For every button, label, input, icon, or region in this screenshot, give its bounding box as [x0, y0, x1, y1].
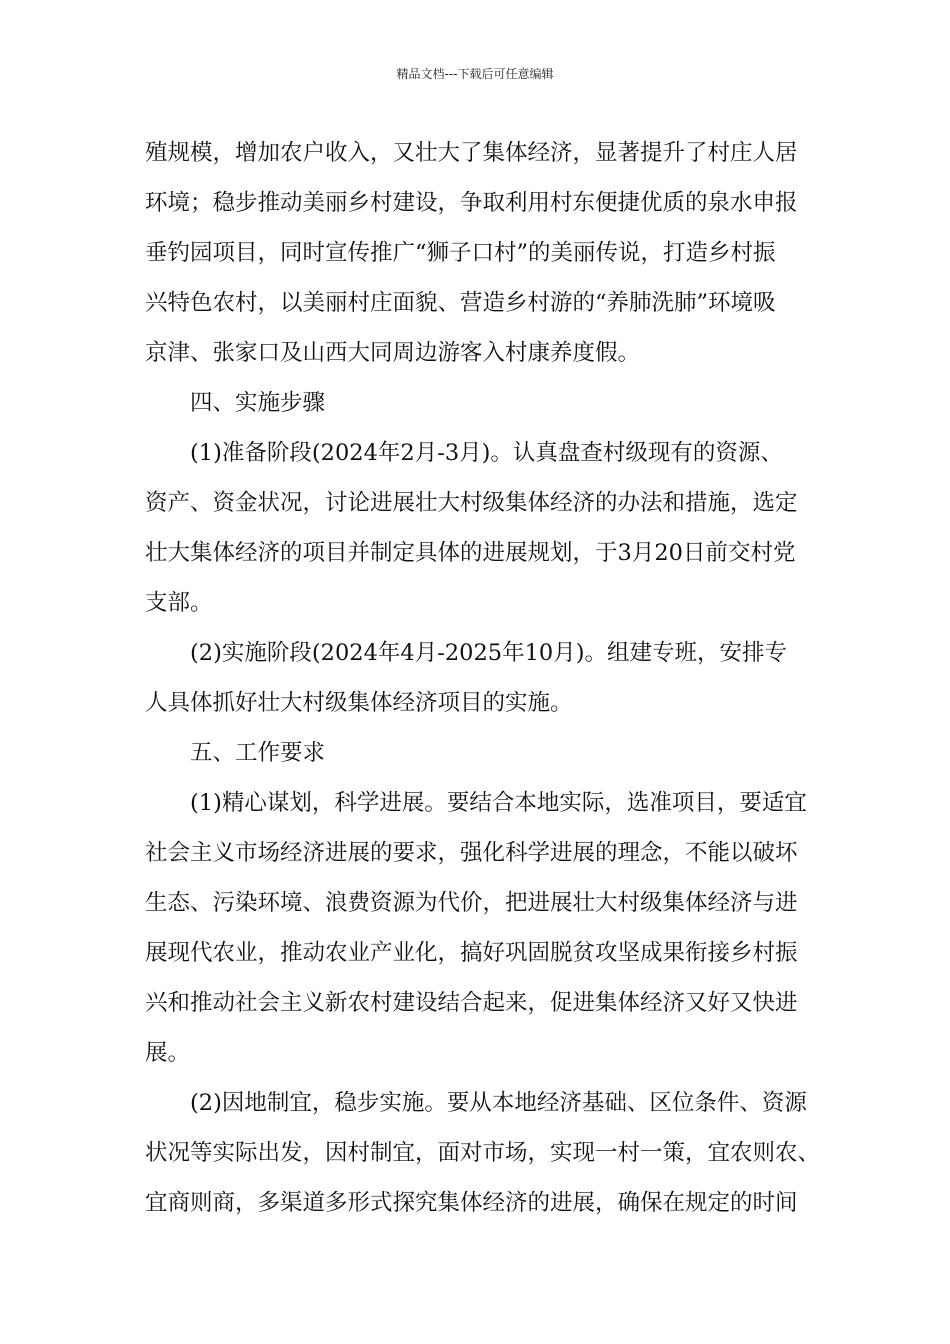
- text-line: 资产、资金状况，讨论进展壮大村级集体经济的办法和措施，选定: [145, 490, 798, 516]
- text-line: 殖规模，增加农户收入，又壮大了集体经济，显著提升了村庄人居: [145, 140, 798, 166]
- text-line: 支部。: [145, 590, 213, 616]
- text-line: 垂钓园项目，同时宣传推广“狮子口村”的美丽传说，打造乡村振: [145, 240, 776, 266]
- text-line: 人具体抓好壮大村级集体经济项目的实施。: [145, 690, 573, 716]
- paragraph-start-line: (1)精心谋划，科学进展。要结合本地实际，选准项目，要适宜: [190, 790, 807, 816]
- paragraph-start-line: (1)准备阶段(2024年2月-3月)。认真盘查村级现有的资源、: [190, 440, 783, 466]
- text-line: 生态、污染环境、浪费资源为代价，把进展壮大村级集体经济与进: [145, 890, 798, 916]
- text-line: 状况等实际出发，因村制宜，面对市场，实现一村一策，宜农则农、: [145, 1140, 821, 1166]
- text-line: 环境；稳步推动美丽乡村建设，争取利用村东便捷优质的泉水申报: [145, 190, 798, 216]
- text-line: 京津、张家口及山西大同周边游客入村康养度假。: [145, 340, 641, 366]
- text-line: 兴和推动社会主义新农村建设结合起来，促进集体经济又好又快进: [145, 990, 798, 1016]
- text-line: 展现代农业，推动农业产业化，搞好巩固脱贫攻坚成果衔接乡村振: [145, 940, 798, 966]
- text-line: 展。: [145, 1040, 191, 1066]
- section-heading: 四、实施步骤: [190, 390, 326, 416]
- document-body: [145, 128, 825, 1228]
- page-header: 精品文档---下载后可任意编辑: [396, 67, 554, 81]
- text-line: 宜商则商，多渠道多形式探究集体经济的进展，确保在规定的时间: [145, 1190, 798, 1216]
- paragraph-start-line: (2)因地制宜，稳步实施。要从本地经济基础、区位条件、资源: [190, 1090, 807, 1116]
- paragraph-start-line: (2)实施阶段(2024年4月-2025年10月)。组建专班，安排专: [190, 640, 787, 666]
- text-line: 壮大集体经济的项目并制定具体的进展规划，于3月20日前交村党: [145, 540, 796, 566]
- section-heading: 五、工作要求: [190, 740, 326, 766]
- text-line: 兴特色农村，以美丽村庄面貌、营造乡村游的“养肺洗肺”环境吸: [145, 290, 776, 316]
- text-line: 社会主义市场经济进展的要求，强化科学进展的理念，不能以破坏: [145, 840, 798, 866]
